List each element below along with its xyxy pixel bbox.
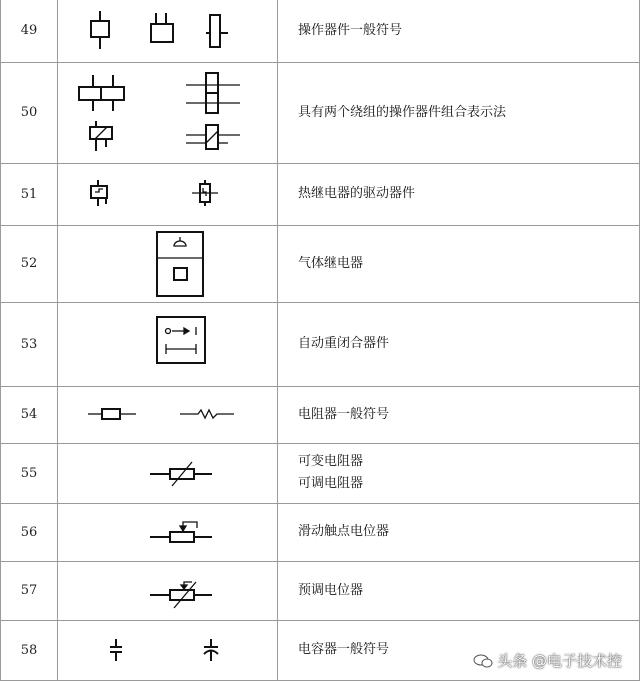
description-line: 预调电位器 xyxy=(298,582,364,598)
symbol-cell xyxy=(58,620,278,680)
sliding-contact-potentiometer-symbol xyxy=(58,504,278,560)
capacitor-symbol xyxy=(58,621,278,679)
preset-potentiometer-symbol xyxy=(58,562,278,619)
table-row xyxy=(1,561,640,620)
auto-reclosing-device-symbol xyxy=(58,303,278,385)
thermal-relay-driver-symbol xyxy=(58,164,278,224)
description-cell xyxy=(278,503,640,561)
table-row xyxy=(1,302,640,386)
resistor-symbol xyxy=(58,387,278,442)
row-number: 53 xyxy=(1,302,58,386)
row-number: 50 xyxy=(1,62,58,163)
table-row xyxy=(1,163,640,225)
symbol-cell xyxy=(58,302,278,386)
table-row xyxy=(1,225,640,302)
variable-resistor-symbol xyxy=(58,444,278,502)
row-number: 55 xyxy=(1,443,58,503)
description-cell xyxy=(278,163,640,225)
symbol-cell xyxy=(58,503,278,561)
description-cell xyxy=(278,225,640,302)
row-number: 52 xyxy=(1,225,58,302)
table-row xyxy=(1,0,640,62)
watermark xyxy=(473,650,622,671)
two-winding-device-symbol xyxy=(58,63,278,162)
operating-device-symbol xyxy=(58,1,278,61)
symbol-cell xyxy=(58,225,278,302)
description-line: 自动重闭合器件 xyxy=(298,336,390,351)
watermark-text: 头条 @电子技术控 xyxy=(497,652,622,670)
symbol-cell xyxy=(58,62,278,163)
description-cell xyxy=(278,561,640,620)
description-cell xyxy=(278,443,640,503)
symbol-cell xyxy=(58,0,278,62)
gas-relay-symbol xyxy=(58,226,278,301)
row-number: 54 xyxy=(1,386,58,443)
row-number: 58 xyxy=(1,620,58,680)
description-line: 可调电阻器 xyxy=(298,476,364,491)
description-line: 具有两个绕组的操作器件组合表示法 xyxy=(298,104,507,120)
symbol-cell xyxy=(58,163,278,225)
symbol-cell xyxy=(58,561,278,620)
description-line: 热继电器的驱动器件 xyxy=(298,186,416,201)
description-cell xyxy=(278,302,640,386)
description-cell xyxy=(278,0,640,62)
row-number: 49 xyxy=(1,0,58,62)
row-number: 57 xyxy=(1,561,58,620)
table-row xyxy=(1,386,640,443)
description-cell xyxy=(278,62,640,163)
description-cell xyxy=(278,386,640,443)
description-line: 可变电阻器 xyxy=(298,454,364,469)
description-line: 滑动触点电位器 xyxy=(298,524,390,539)
description-line: 气体继电器 xyxy=(298,255,364,271)
row-number: 56 xyxy=(1,503,58,561)
description-line: 操作器件一般符号 xyxy=(298,22,403,38)
table-row xyxy=(1,503,640,561)
symbol-cell xyxy=(58,386,278,443)
symbol-cell xyxy=(58,443,278,503)
chat-bubble-icon xyxy=(473,654,493,668)
description-line: 电容器一般符号 xyxy=(298,642,390,657)
description-line: 电阻器一般符号 xyxy=(298,406,390,422)
table-row xyxy=(1,443,640,503)
table-row xyxy=(1,62,640,163)
row-number: 51 xyxy=(1,163,58,225)
